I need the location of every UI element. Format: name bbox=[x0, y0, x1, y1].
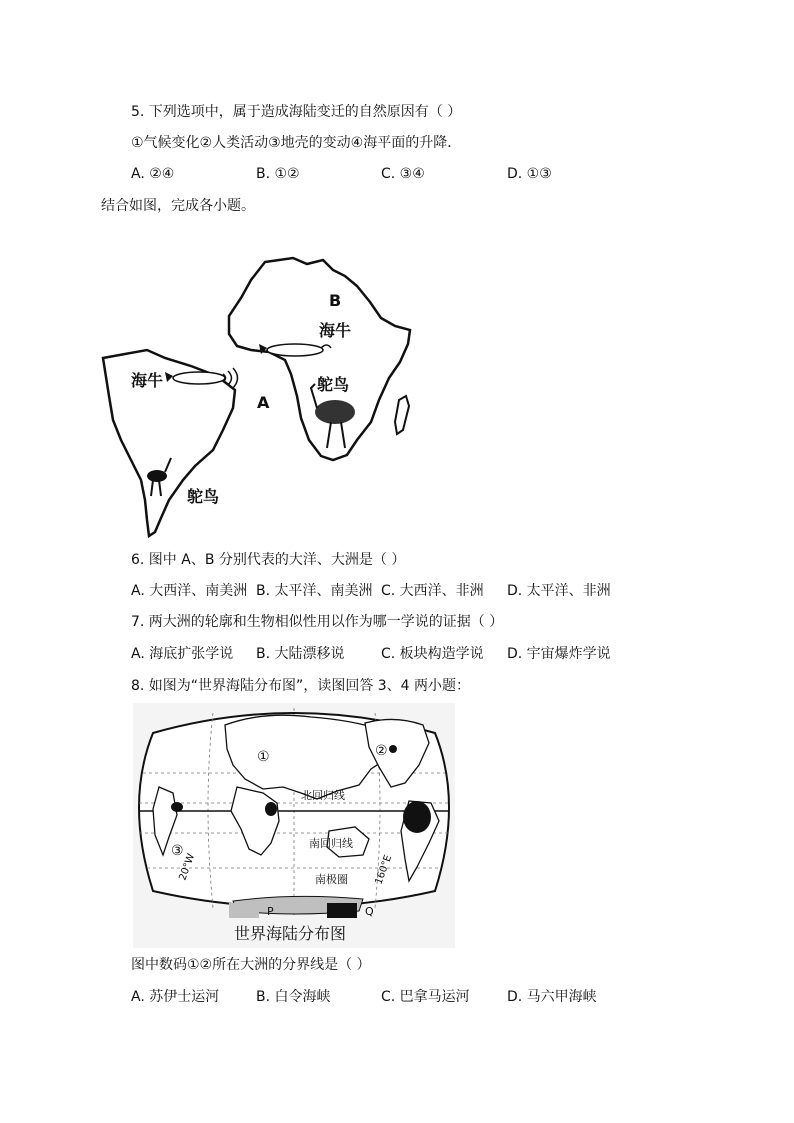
q6-stem: 6. 图中 A、B 分别代表的大洋、大洲是（ ） bbox=[131, 552, 406, 568]
q6-option-a: A. 大西洋、南美洲 bbox=[131, 583, 248, 599]
sa-ostrich-drawing bbox=[147, 458, 171, 496]
tropic-north-label: 北回归线 bbox=[301, 789, 345, 802]
intro-text: 结合如图，完成各小题。 bbox=[101, 198, 255, 214]
q8-option-b: B. 白令海峡 bbox=[256, 989, 331, 1005]
sa-ostrich-label: 鸵鸟 bbox=[187, 487, 220, 506]
legend-p-label: P bbox=[267, 905, 274, 918]
q8-sub-stem: 图中数码①②所在大洲的分界线是（ ） bbox=[131, 957, 371, 973]
q8-option-d: D. 马六甲海峡 bbox=[507, 989, 597, 1005]
africa-manatee-drawing bbox=[259, 344, 331, 356]
q-region-4 bbox=[389, 745, 397, 753]
africa-ostrich-label: 鸵鸟 bbox=[317, 375, 350, 394]
map-caption: 世界海陆分布图 bbox=[234, 924, 347, 943]
antarctic-circle-label: 南极圈 bbox=[315, 873, 348, 886]
q7-option-c: C. 板块构造学说 bbox=[381, 646, 484, 662]
q5-option-b: B. ①② bbox=[256, 166, 300, 182]
q5-option-c: C. ③④ bbox=[381, 166, 425, 182]
label-b: B bbox=[329, 291, 342, 310]
legend-p-swatch bbox=[229, 903, 259, 918]
q-region-2 bbox=[171, 802, 183, 812]
sa-manatee-label: 海牛 bbox=[131, 371, 164, 390]
continents-figure bbox=[95, 250, 425, 545]
mark-3: ③ bbox=[171, 843, 184, 859]
q7-option-d: D. 宇宙爆炸学说 bbox=[507, 646, 611, 662]
q8-option-c: C. 巴拿马运河 bbox=[381, 989, 470, 1005]
q5-option-a: A. ②④ bbox=[131, 166, 175, 182]
q5-option-d: D. ①③ bbox=[507, 166, 552, 182]
q6-option-c: C. 大西洋、非洲 bbox=[381, 583, 484, 599]
q8-stem: 8. 如图为“世界海陆分布图”，读图回答 3、4 两小题： bbox=[131, 678, 471, 694]
q7-stem: 7. 两大洲的轮廓和生物相似性用以作为哪一学说的证据（ ） bbox=[131, 614, 504, 630]
q6-option-d: D. 太平洋、非洲 bbox=[507, 583, 611, 599]
q5-stem: 5. 下列选项中，属于造成海陆变迁的自然原因有（ ） bbox=[131, 104, 462, 120]
q-region-1 bbox=[403, 801, 431, 833]
madagascar-outline bbox=[395, 396, 409, 434]
q8-option-a: A. 苏伊士运河 bbox=[131, 989, 220, 1005]
lon-20w-label: 20°W bbox=[177, 852, 198, 883]
q6-option-b: B. 太平洋、南美洲 bbox=[256, 583, 373, 599]
africa-outline bbox=[229, 258, 410, 460]
lon-160e-label: 160°E bbox=[373, 853, 395, 887]
q7-option-b: B. 大陆漂移说 bbox=[256, 646, 345, 662]
legend-q-label: Q bbox=[365, 905, 374, 918]
africa-manatee-label: 海牛 bbox=[319, 321, 352, 340]
mark-1: ① bbox=[257, 749, 270, 765]
q-region-3 bbox=[265, 802, 277, 816]
world-map-figure bbox=[133, 703, 455, 948]
q5-items: ①气候变化②人类活动③地壳的变动④海平面的升降． bbox=[131, 135, 462, 151]
label-a: A bbox=[257, 393, 270, 412]
legend-q-swatch bbox=[327, 903, 357, 918]
q7-option-a: A. 海底扩张学说 bbox=[131, 646, 234, 662]
tropic-south-label: 南回归线 bbox=[309, 837, 353, 850]
mark-2: ② bbox=[375, 743, 388, 759]
